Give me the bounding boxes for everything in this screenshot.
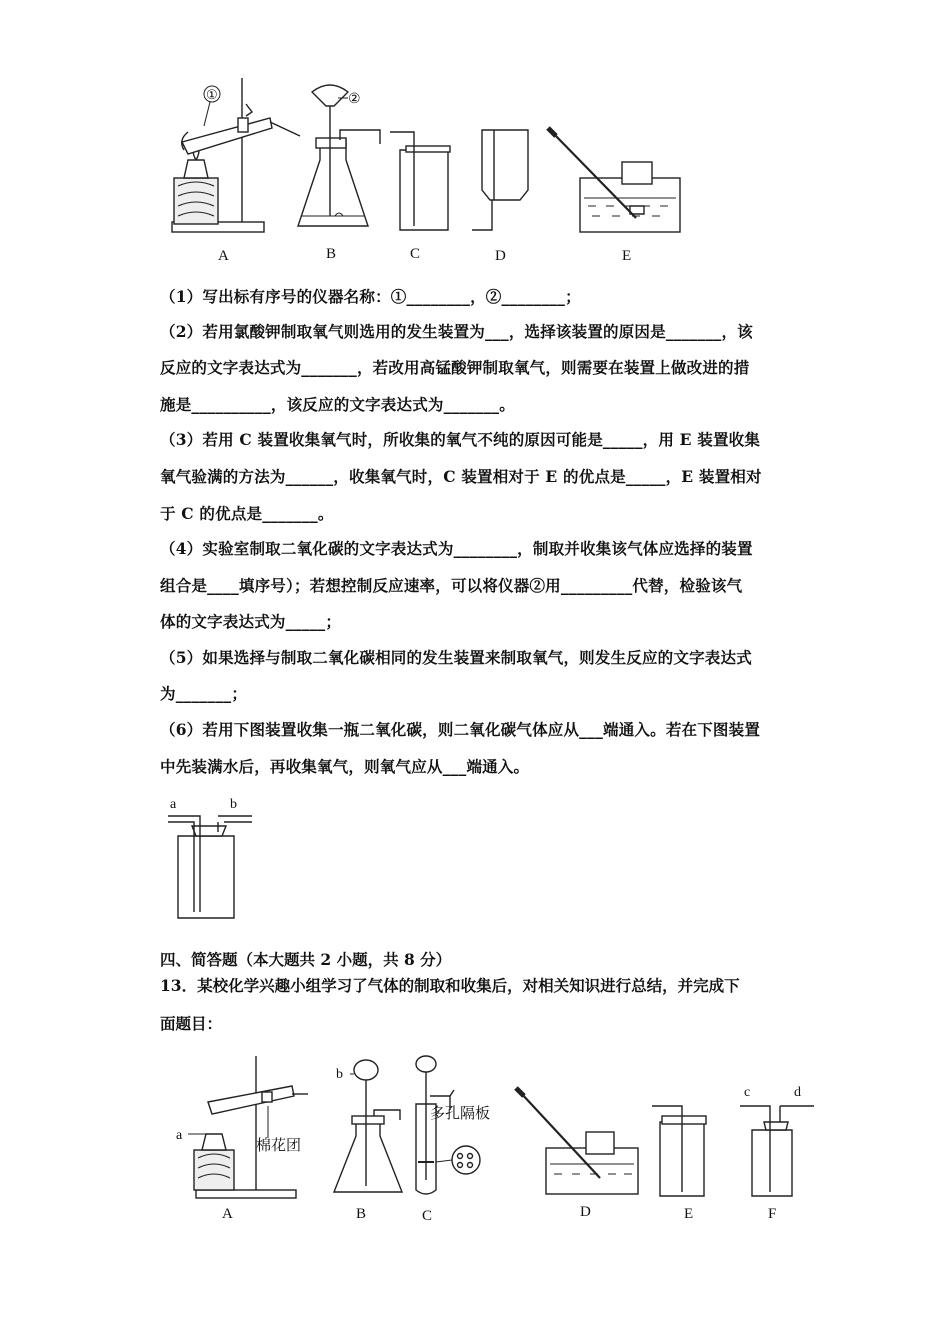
- text-porous-plate: 多孔隔板: [430, 1106, 491, 1122]
- label-b: B: [326, 246, 337, 262]
- apparatus-b-flask-bottom: [334, 1060, 402, 1192]
- apparatus-f-bottle-bottom: [740, 1106, 814, 1196]
- label-d: D: [495, 248, 506, 264]
- text-cotton-wool: 棉花团: [256, 1138, 302, 1154]
- question-line-3: 反应的文字表达式为_______，若改用高锰酸钾制取氧气，则需要在装置上做改进的措: [160, 358, 750, 377]
- label-e: E: [622, 248, 632, 264]
- question-line-9: 组合是____填序号）；若想控制反应速率，可以将仪器②用_________代替，检验该气: [160, 576, 743, 595]
- question-line-10: 体的文字表达式为_____；: [160, 612, 342, 631]
- apparatus-figure-bottom: [160, 1050, 820, 1225]
- marker-2: ②: [348, 92, 361, 107]
- apparatus-d-trough-bottom: [516, 1088, 638, 1194]
- apparatus-e-trough: [548, 128, 680, 232]
- label-a-bottom: A: [222, 1206, 233, 1222]
- question-line-6: 氧气验满的方法为______，收集氧气时，C 装置相对于 E 的优点是_____，E 装置相对: [160, 467, 762, 486]
- label-b-bottom: B: [356, 1206, 367, 1222]
- label-a: A: [218, 248, 229, 264]
- gas-bottle-figure: [160, 790, 260, 925]
- label-f-bottom: F: [768, 1206, 777, 1222]
- question-line-14: 中先装满水后，再收集氧气，则氧气应从___端通入。: [160, 757, 530, 776]
- question-line-8: （4）实验室制取二氧化碳的文字表达式为________，制取并收集该气体应选择的装置: [160, 539, 753, 558]
- q13-line-2: 面题目：: [160, 1014, 223, 1033]
- letter-d-bottom: d: [794, 1085, 801, 1100]
- label-e-bottom: E: [684, 1206, 694, 1222]
- apparatus-b-flask: [298, 85, 380, 226]
- apparatus-a-heating: [172, 78, 300, 232]
- apparatus-c-bottle: [390, 132, 450, 230]
- apparatus-c-tube-bottom: [416, 1056, 480, 1194]
- section-title: 四、简答题（本大题共 2 小题，共 8 分）: [160, 950, 452, 969]
- apparatus-e-bottle-bottom: [652, 1106, 706, 1196]
- port-a-label: a: [170, 797, 177, 812]
- label-d-bottom: D: [580, 1204, 591, 1220]
- letter-c-bottom: c: [744, 1085, 751, 1100]
- q13-line-1: 13．某校化学兴趣小组学习了气体的制取和收集后，对相关知识进行总结，并完成下: [160, 976, 740, 995]
- question-line-13: （6）若用下图装置收集一瓶二氧化碳，则二氧化碳气体应从___端通入。若在下图装置: [160, 720, 761, 739]
- letter-a-bottom: a: [176, 1128, 183, 1143]
- question-line-1: （1）写出标有序号的仪器名称：①________，②________；: [160, 287, 581, 306]
- label-c-bottom: C: [422, 1208, 433, 1224]
- apparatus-a-heating-bottom: [188, 1056, 308, 1198]
- question-line-2: （2）若用氯酸钾制取氧气则选用的发生装置为___，选择该装置的原因是_______，该: [160, 322, 753, 341]
- apparatus-d-bottle: [472, 130, 528, 230]
- question-line-7: 于 C 的优点是_______。: [160, 504, 334, 523]
- question-line-5: （3）若用 C 装置收集氧气时，所收集的氧气不纯的原因可能是_____，用 E 装置收集: [160, 430, 761, 449]
- marker-1: ①: [206, 87, 218, 102]
- question-line-4: 施是__________，该反应的文字表达式为_______。: [160, 395, 515, 414]
- question-line-11: （5）如果选择与制取二氧化碳相同的发生装置来制取氧气，则发生反应的文字表达式: [160, 648, 752, 667]
- question-line-12: 为_______；: [160, 684, 248, 703]
- apparatus-figure-top: [160, 70, 720, 265]
- letter-b-bottom: b: [336, 1067, 343, 1082]
- label-c: C: [410, 246, 421, 262]
- port-b-label: b: [230, 797, 237, 812]
